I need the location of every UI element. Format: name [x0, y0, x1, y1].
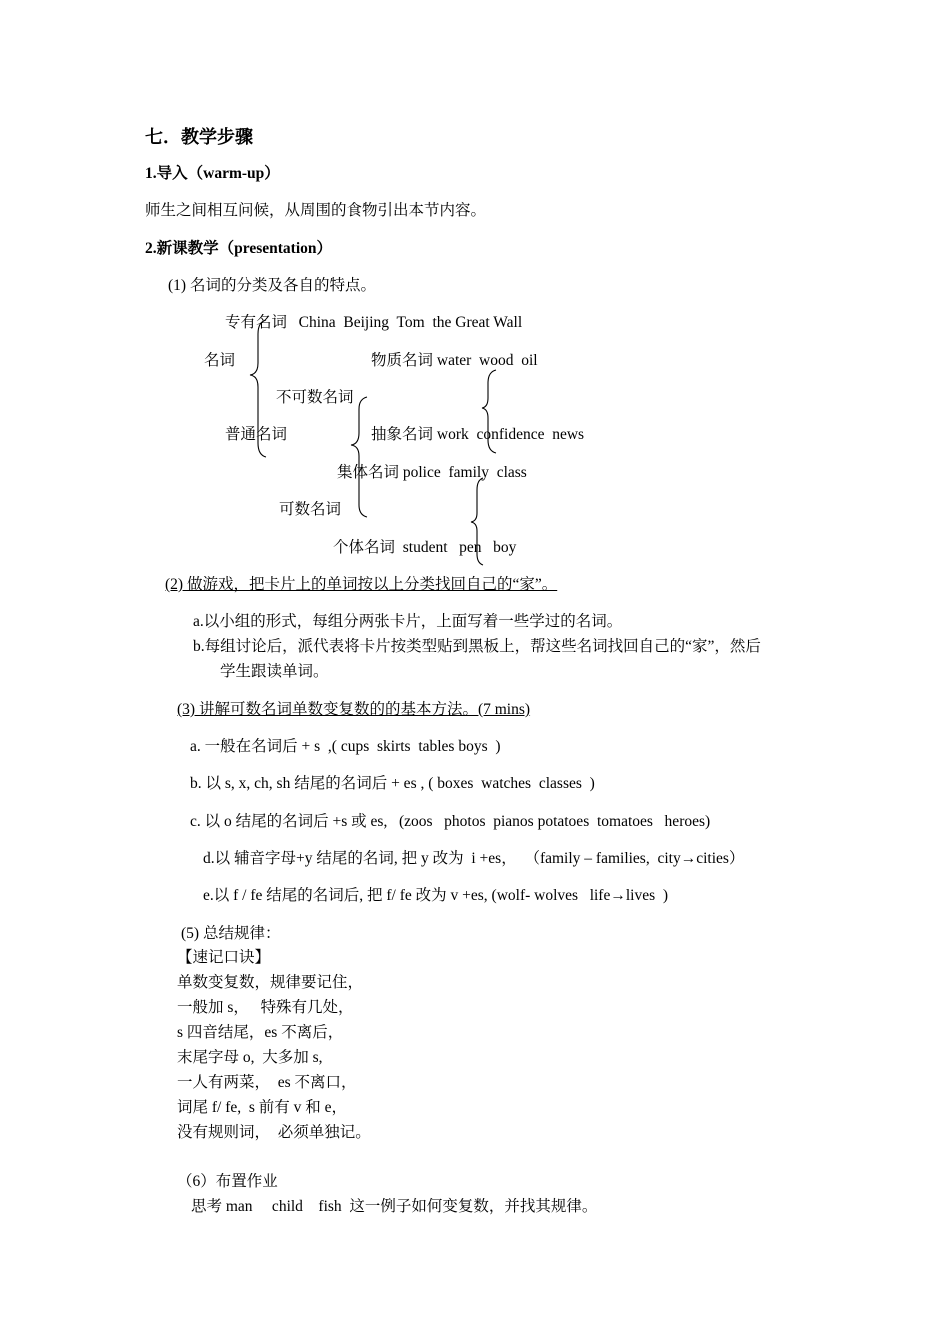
tree-noun: 名词 — [204, 352, 236, 369]
mnemonic-line: 单数变复数，规律要记住， — [177, 974, 364, 991]
tree-countable-noun: 可数名词 — [279, 501, 342, 518]
tree-common-noun: 普通名词 — [225, 426, 288, 443]
brace-countable — [471, 478, 483, 565]
step1-text: 师生之间相互问候，从周围的食物引出本节内容。 — [145, 202, 487, 219]
item3-label: (3) 讲解可数名词单数变复数的的基本方法。(7 mins) — [177, 701, 531, 718]
mnemonic-line: 一般加 s， 特殊有几处， — [177, 999, 354, 1016]
tree-braces — [0, 0, 950, 600]
item1-label: (1) 名词的分类及各自的特点。 — [168, 277, 376, 294]
rule-e: e.以 f / fe 结尾的名词后, 把 f/ fe 改为 v +es, (wolf- wolves life→lives ) — [203, 887, 669, 904]
item2-a: a.以小组的形式，每组分两张卡片，上面写着一些学过的名词。 — [193, 613, 623, 630]
mnemonic-title: 【速记口诀】 — [177, 949, 271, 966]
mnemonic-line: 一人有两菜， es 不离口， — [177, 1074, 357, 1091]
tree-material-noun: 物质名词 water wood oil — [371, 352, 538, 369]
brace-noun — [250, 320, 266, 457]
mnemonic-line: 没有规则词， 必须单独记。 — [177, 1124, 371, 1141]
item2-b-line1: b.每组讨论后，派代表将卡片按类型贴到黑板上，帮这些名词找回自己的“家”，然后 — [193, 638, 761, 655]
tree-individual-noun: 个体名词 student pen boy — [333, 539, 517, 556]
item2-b-line2: 学生跟读单词。 — [220, 663, 329, 680]
tree-collective-noun: 集体名词 police family class — [337, 464, 527, 481]
section-title: 七．教学步骤 — [145, 127, 253, 147]
tree-proper-noun: 专有名词 China Beijing Tom the Great Wall — [225, 314, 523, 331]
item6-label: （6）布置作业 — [177, 1173, 278, 1190]
step1-heading: 1.导入（warm-up） — [145, 165, 280, 182]
item2-label: (2) 做游戏，把卡片上的单词按以上分类找回自己的“家”。 — [165, 576, 558, 593]
homework-text: 思考 man child fish 这一例子如何变复数，并找其规律。 — [191, 1198, 598, 1215]
step2-heading: 2.新课教学（presentation） — [145, 240, 333, 257]
brace-common — [351, 397, 367, 517]
item5-label: (5) 总结规律： — [181, 925, 281, 942]
mnemonic-line: s 四音结尾，es 不离后， — [177, 1024, 344, 1041]
brace-uncountable — [482, 370, 496, 453]
rule-c: c. 以 o 结尾的名词后 +s 或 es, (zoos photos pianos potatoes tomatoes heroes) — [190, 813, 711, 830]
rule-d: d.以 辅音字母+y 结尾的名词, 把 y 改为 i +es， （family – families, city→cities） — [203, 850, 745, 867]
tree-abstract-noun: 抽象名词 work confidence news — [371, 426, 585, 443]
rule-b: b. 以 s, x, ch, sh 结尾的名词后 + es , ( boxes watches classes ) — [190, 775, 595, 792]
rule-a: a. 一般在名词后 + s ,( cups skirts tables boys ) — [190, 738, 501, 755]
tree-uncountable-noun: 不可数名词 — [276, 389, 354, 406]
mnemonic-line: 词尾 f/ fe, s 前有 v 和 e， — [177, 1099, 348, 1116]
mnemonic-line: 末尾字母 o, 大多加 s, — [177, 1049, 323, 1066]
